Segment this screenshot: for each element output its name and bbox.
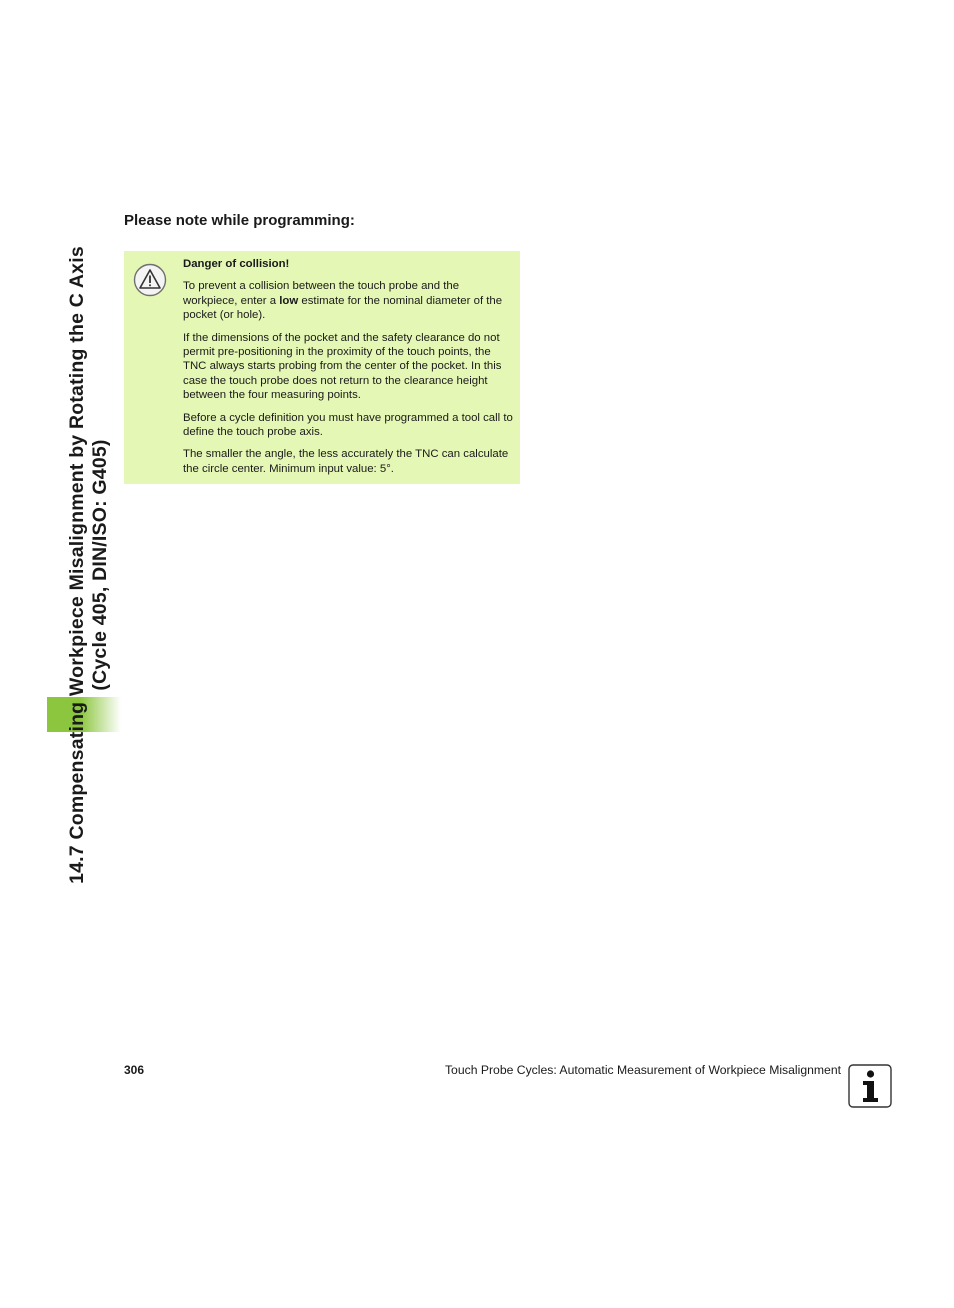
note-p1-bold: low [279, 294, 299, 307]
warning-note-box [124, 251, 520, 484]
side-title-line-1: 14.7 Compensating Workpiece Misalignment by Rotating the C Axis [66, 246, 88, 884]
note-paragraph-2: If the dimensions of the pocket and the safety clearance do not permit pre-positioning in the proximity of the touch points, the TNC always starts probing from the center of the pocket. In this case the touch probe does not return to the clearance height between the four measuring points. [183, 331, 502, 402]
note-paragraph-3: Before a cycle definition you must have programmed a tool call to define the touch probe axis. [183, 411, 513, 439]
page-number: 306 [124, 1063, 145, 1077]
note-paragraph-1 [183, 279, 513, 322]
warning-triangle-icon [133, 263, 167, 297]
info-icon [848, 1064, 892, 1108]
note-p1-after: estimate for the nominal diameter of the pocket (or hole). [183, 294, 503, 322]
side-title-line-2: (Cycle 405, DIN/ISO: G405) [89, 439, 111, 691]
footer-chapter-title: Touch Probe Cycles: Automatic Measurement of Workpiece Misalignment [444, 1063, 841, 1077]
note-p1-before: To prevent a collision between the touch probe and the workpiece, enter a [183, 280, 460, 307]
note-paragraph-4: The smaller the angle, the less accurately the TNC can calculate the circle center. Minimum input value: 5°. [183, 448, 509, 475]
note-title: Danger of collision! [183, 258, 290, 270]
section-heading: Please note while programming: [124, 212, 355, 229]
note-text [183, 257, 513, 484]
chapter-side-title [66, 185, 112, 945]
